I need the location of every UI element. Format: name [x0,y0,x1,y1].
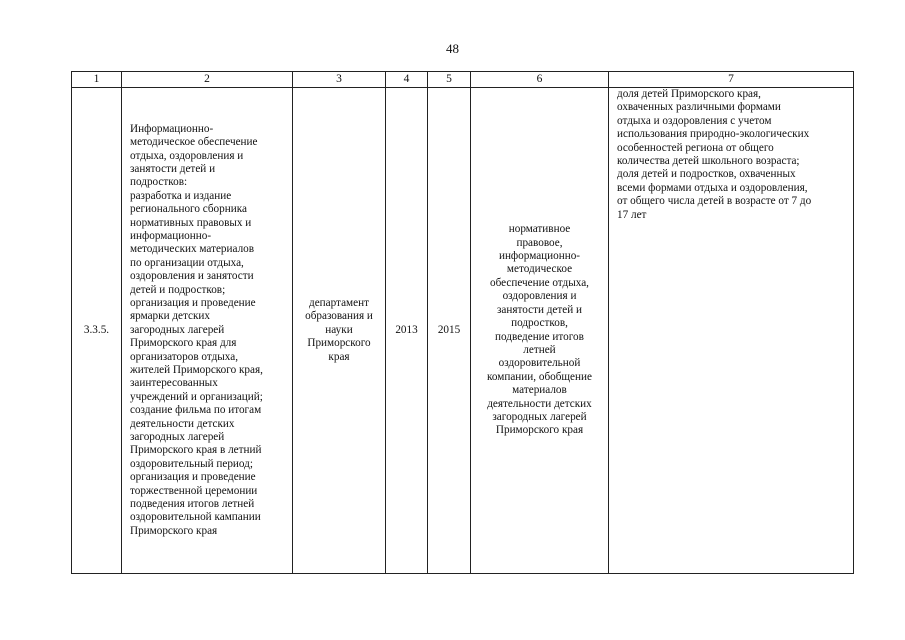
column-number-2: 2 [122,72,293,88]
indicators-cell: доля детей Приморского края, охваченных различными формами отдыха и оздоровления с учетом использования природно-экологических особенностей региона от общего количества детей школьного возраста; доля детей и подростков, охваченных всеми формами отдыха и оздоровления, от общего числа детей в возрасте от 7 до 17 лет [609,88,854,574]
activity-description-cell: Информационно- методическое обеспечение отдыха, оздоровления и занятости детей и подростков: разработка и издание регионального сборника нормативных правовых и информационно- методических материалов по организации отдыха, оздоровления и занятости детей и подростков; организация и проведение ярмарки детских загородных лагерей Приморского края для организаторов отдыха, жителей Приморского края, заинтересованных учреждений и организаций; создание фильма по итогам деятельности детских загородных лагерей Приморского края в летний оздоровительный период; организация и проведение торжественной церемонии подведения итогов летней оздоровительной кампании Приморского края [122,88,293,574]
table-row [72,88,854,574]
start-year-cell: 2013 [386,88,428,574]
expected-result-cell: нормативное правовое, информационно- методическое обеспечение отдыха, оздоровления и занятости детей и подростков, подведение итогов летней оздоровительной компании, обобщение материалов деятельности детских загородных лагерей Приморского края [471,88,609,574]
column-number-4: 4 [386,72,428,88]
program-activities-table [71,71,854,574]
column-number-1: 1 [72,72,122,88]
end-year-cell: 2015 [428,88,471,574]
item-number-cell: 3.3.5. [72,88,122,574]
column-number-5: 5 [428,72,471,88]
column-number-3: 3 [293,72,386,88]
column-number-7: 7 [609,72,854,88]
executor-cell: департамент образования и науки Приморского края [293,88,386,574]
page-number: 48 [446,41,459,56]
column-number-6: 6 [471,72,609,88]
column-number-row [72,72,854,88]
